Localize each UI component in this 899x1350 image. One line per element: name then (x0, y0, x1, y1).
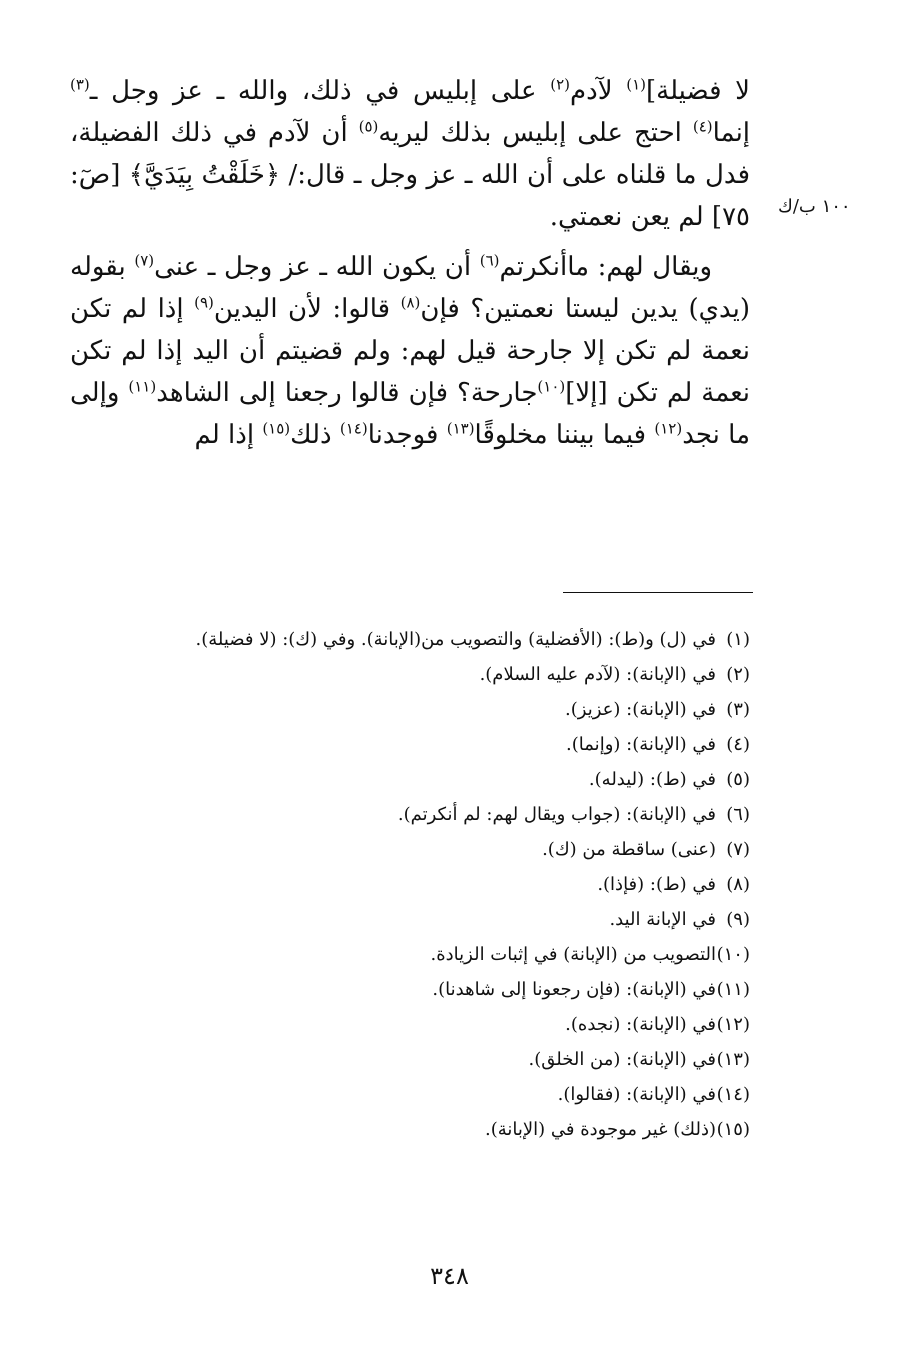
footnote (80, 867, 750, 902)
note-ref: (١٠) (537, 377, 566, 396)
note-ref: (٥) (358, 117, 379, 136)
note-ref: (١٥) (262, 419, 291, 438)
footnote-text: في (الإبانة): (عزيز). (565, 699, 716, 720)
footnote (80, 1042, 750, 1077)
footnote-number: (٧) (726, 839, 750, 860)
footnote (80, 972, 750, 1007)
text-segment: قالوا: لأن اليدين (213, 294, 391, 324)
text-segment: وإلى ما نجد (70, 378, 750, 450)
note-ref: (٣) (70, 75, 90, 94)
footnote-number: (٣) (726, 699, 750, 720)
footnote-text: في (الإبانة): (فإن رجعونا إلى شاهدنا). (432, 979, 716, 1000)
footnote-number: (١٥) (716, 1119, 750, 1140)
footnote-number: (٤) (726, 734, 750, 755)
footnote (80, 937, 750, 972)
text-segment: أن لآدم في ذلك الفضيلة، فدل ما قلناه على أن الله ـ عز وجل ـ قال:/ ﴿خَلَقْتُ بِيَدَيَّ﴾ [صٓ: ٧٥] لم يعن نعمتي. (70, 118, 750, 232)
footnote-text: في (الإبانة): (فقالوا). (557, 1084, 716, 1105)
text-segment: لا فضيلة] (645, 76, 750, 106)
footnote-text: (ذلك) غير موجودة في (الإبانة). (485, 1119, 716, 1140)
note-ref: (٦) (479, 251, 500, 270)
footnote-number: (١٠) (716, 944, 750, 965)
footnote-divider (563, 592, 753, 593)
footnote (80, 797, 750, 832)
text-segment: إذا لم (194, 420, 255, 450)
footnote-text: في (الإبانة): (جواب ويقال لهم: لم أنكرتم). (397, 804, 716, 825)
page-number: ٣٤٨ (430, 1262, 469, 1290)
footnote-number: (٩) (726, 909, 750, 930)
note-ref: (٨) (400, 293, 421, 312)
note-ref: (١٣) (446, 419, 475, 438)
footnote (80, 1112, 750, 1147)
footnote-text: (عنى) ساقطة من (ك). (542, 839, 716, 860)
text-segment: أن يكون الله ـ عز وجل ـ عنى (154, 252, 472, 282)
footnote (80, 622, 750, 657)
footnote-number: (٨) (726, 874, 750, 895)
footnote-text: في (الإبانة): (لآدم عليه السلام). (479, 664, 716, 685)
footnote-number: (٢) (726, 664, 750, 685)
footnote-text: في (ل) و(ط): (الأفضلية) والتصويب من(الإبانة). وفي (ك): (لا فضيلة). (195, 629, 716, 650)
text-segment: بقوله (يدي) يدين ليستا نعمتين؟ فإن (70, 252, 751, 324)
text-segment: فوجدنا (367, 420, 439, 450)
footnote (80, 727, 750, 762)
footnote-text: في (ط): (فإذا). (597, 874, 716, 895)
footnote-number: (١١) (716, 979, 750, 1000)
footnote-text: في (ط): (ليدله). (588, 769, 716, 790)
paragraph-2 (70, 246, 750, 456)
text-segment: لآدم (570, 76, 613, 106)
footnotes (80, 622, 750, 1147)
footnote-number: (١) (726, 629, 750, 650)
note-ref: (٢) (550, 75, 571, 94)
footnote (80, 832, 750, 867)
paragraph-1 (70, 70, 750, 238)
footnote (80, 692, 750, 727)
text-segment: ويقال لهم: ماأنكرتم (499, 252, 713, 282)
footnote (80, 1007, 750, 1042)
footnote (80, 1077, 750, 1112)
main-text (70, 70, 750, 456)
footnote-number: (١٤) (716, 1084, 750, 1105)
text-segment: احتج على إبليس بذلك ليريه (378, 118, 682, 148)
text-segment: جارحة؟ فإن قالوا رجعنا إلى الشاهد (156, 378, 538, 408)
note-ref: (١) (626, 75, 646, 94)
footnote-text: في (الإبانة): (وإنما). (566, 734, 716, 755)
footnote-text: في (الإبانة): (من الخلق). (528, 1049, 716, 1070)
note-ref: (١٢) (654, 419, 683, 438)
text-segment: إذا لم تكن نعمة لم تكن إلا جارحة قيل لهم: ولم قضيتم أن اليد إذا لم تكن نعمة لم تكن [إلا] (70, 294, 751, 408)
footnote-text: التصويب من (الإبانة) في إثبات الزيادة. (430, 944, 716, 965)
footnote-number: (١٢) (716, 1014, 750, 1035)
footnote-text: في (الإبانة): (نجده). (565, 1014, 716, 1035)
note-ref: (١٤) (339, 419, 368, 438)
footnote (80, 657, 750, 692)
footnote-number: (١٣) (716, 1049, 750, 1070)
note-ref: (٤) (692, 117, 713, 136)
footnote-number: (٦) (726, 804, 750, 825)
text-segment: فيما بيننا مخلوقًا (474, 420, 647, 450)
note-ref: (٩) (194, 293, 214, 312)
text-segment: على إبليس في ذلك، والله ـ عز وجل ـ (89, 76, 537, 106)
manuscript-folio-marker: ١٠٠ ب/ك (778, 196, 851, 217)
footnote-number: (٥) (726, 769, 750, 790)
footnote-text: في الإبانة اليد. (609, 909, 716, 930)
text-segment: إنما (712, 118, 751, 148)
text-segment: ذلك (290, 420, 332, 450)
footnote (80, 762, 750, 797)
note-ref: (٧) (134, 251, 155, 270)
note-ref: (١١) (128, 377, 157, 396)
footnote (80, 902, 750, 937)
